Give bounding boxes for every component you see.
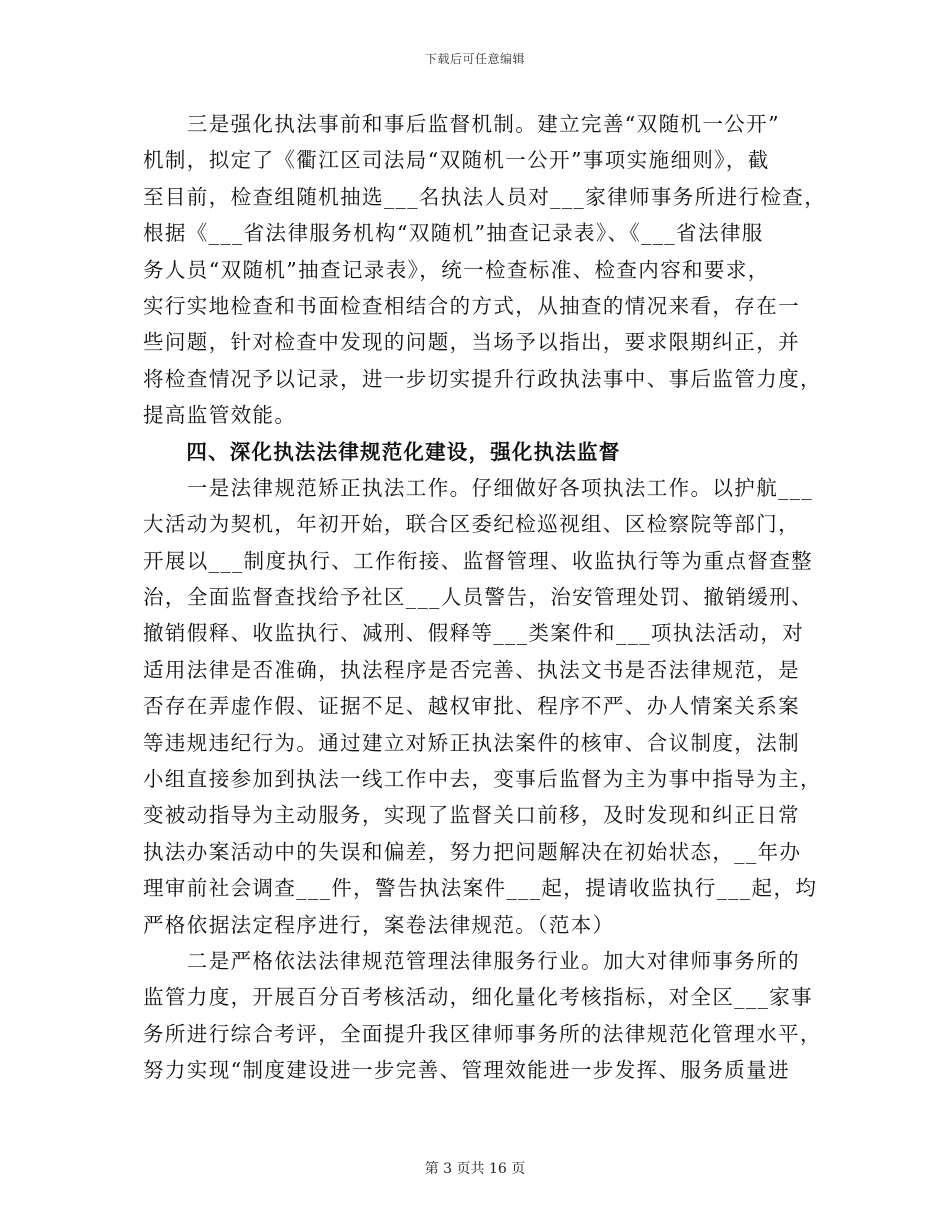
paragraph-line: 严格依据法定程序进行，案卷法律规范。（范本） [143,912,615,937]
paragraph-line: 执法办案活动中的失误和偏差，努力把问题解决在初始状态，__年办 [143,839,802,864]
paragraph-line: 理审前社会调查___件，警告执法案件___起，提请收监执行___起，均 [143,876,818,901]
paragraph-line: 变被动指导为主动服务，实现了监督关口前移，及时发现和纠正日常 [143,803,800,828]
paragraph-line: 三是强化执法事前和事后监督机制。建立完善“双随机一公开” [143,112,780,136]
paragraph-line: 监管力度，开展百分百考核活动，细化量化考核指标，对全区___家事 [143,985,814,1010]
paragraph-line: 否存在弄虚作假、证据不足、越权审批、程序不严、办人情案关系案 [143,694,800,719]
paragraph-line: 大活动为契机，年初开始，联合区委纪检巡视组、区检察院等部门， [143,512,800,537]
document-body [143,106,827,1089]
paragraph-line: 些问题，针对检查中发现的问题，当场予以指出，要求限期纠正，并 [143,330,800,355]
paragraph-line: 将检查情况予以记录，进一步切实提升行政执法事中、事后监管力度， [143,366,822,391]
page-header: 下载后可任意编辑 [424,52,525,66]
paragraph-line: 努力实现“制度建设进一步完善、管理效能进一步发挥、服务质量进 [143,1058,790,1083]
paragraph-line: 提高监管效能。 [143,403,297,428]
paragraph-line: 开展以___制度执行、工作衔接、监督管理、收监执行等为重点督查整 [143,548,814,573]
paragraph-line: 治，全面监督查找给予社区___人员警告，治安管理处罚、撤销缓刑、 [143,585,814,610]
paragraph-line: 机制，拟定了《衢江区司法局“双随机一公开”事项实施细则》，截 [143,148,770,173]
paragraph-line: 实行实地检查和书面检查相结合的方式，从抽查的情况来看，存在一 [143,293,800,318]
paragraph-line: 适用法律是否准确，执法程序是否完善、执法文书是否法律规范，是 [143,657,800,682]
page-number: 第 3 页共 16 页 [424,1161,526,1177]
paragraph-line: 一是法律规范矫正执法工作。仔细做好各项执法工作。以护航___ [143,475,814,500]
section-heading: 四、深化执法法律规范化建设，强化执法监督 [143,439,621,464]
paragraph-line: 务所进行综合考评，全面提升我区律师事务所的法律规范化管理水平， [143,1021,822,1046]
paragraph-line: 至目前，检查组随机抽选___名执法人员对___家律师事务所进行检查， [143,184,827,209]
paragraph-line: 撤销假释、收监执行、减刑、假释等___类案件和___项执法活动，对 [143,621,805,646]
paragraph-line: 务人员“双随机”抽查记录表》，统一检查标准、检查内容和要求， [143,257,770,282]
paragraph-line: 二是严格依法法律规范管理法律服务行业。加大对律师事务所的 [143,948,800,973]
paragraph-line: 等违规违纪行为。通过建立对矫正执法案件的核审、合议制度，法制 [143,730,800,755]
paragraph-line: 根据《___省法律服务机构“双随机”抽查记录表》、《___省法律服 [143,221,764,246]
paragraph-line: 小组直接参加到执法一线工作中去，变事后监督为主为事中指导为主， [143,767,822,792]
